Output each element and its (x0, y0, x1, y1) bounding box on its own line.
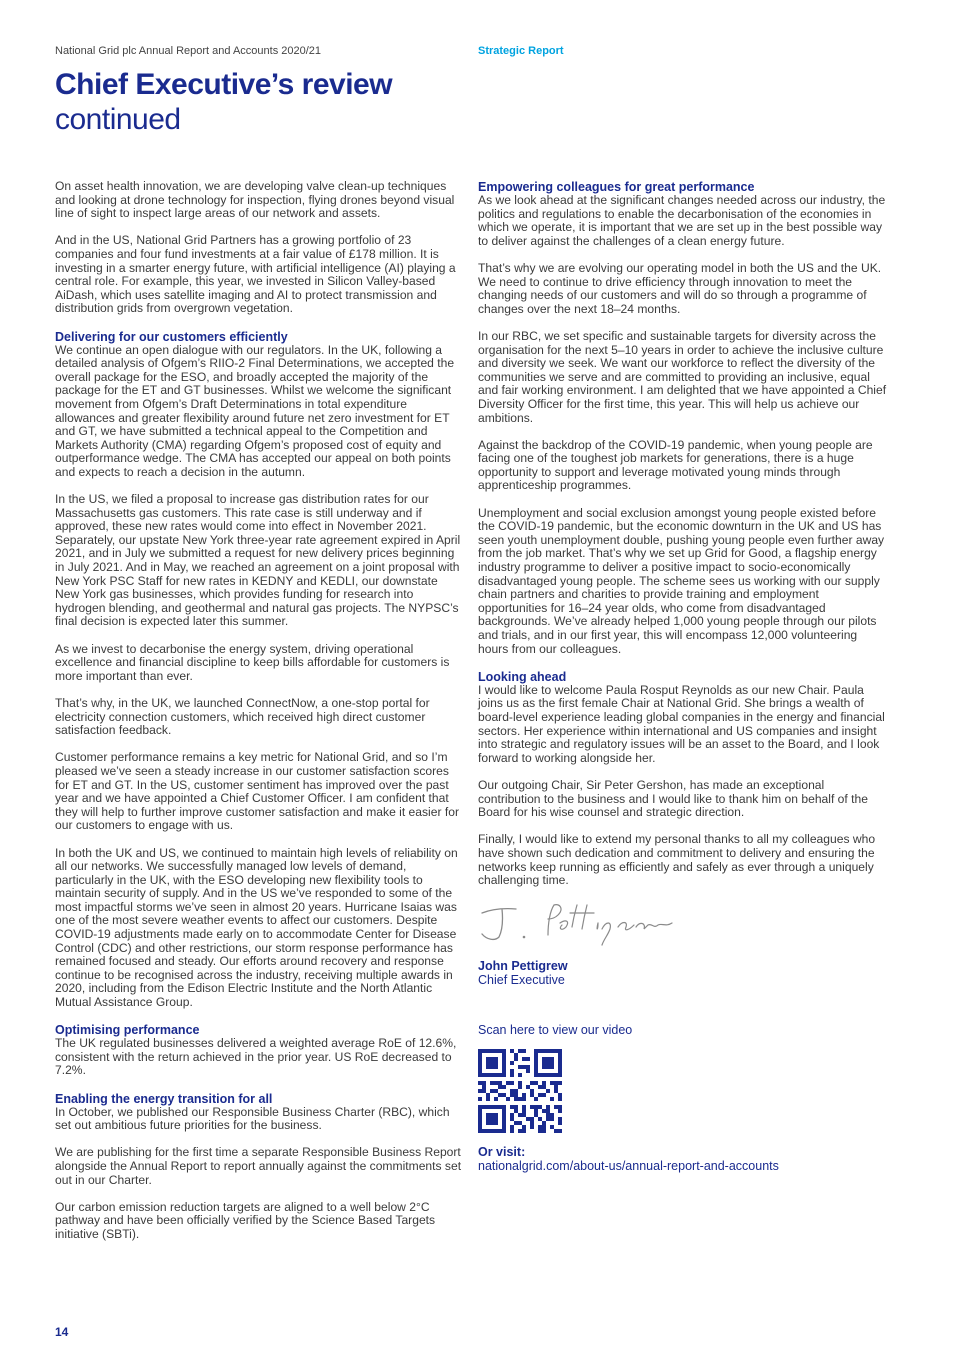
page-number: 14 (55, 1325, 69, 1339)
signatory-name: John Pettigrew (478, 959, 568, 974)
qr-code-icon[interactable] (478, 1049, 562, 1133)
signatory-role: Chief Executive (478, 973, 565, 988)
paragraph: In October, we published our Responsible Business Charter (RBC), which set out ambitious future priorities for the business. (55, 1104, 450, 1133)
section-heading: Delivering for our customers efficiently (55, 329, 288, 344)
section-label: Strategic Report (478, 45, 564, 57)
paragraph: And in the US, National Grid Partners has a growing portfolio of 23 companies and four fund investments at a fair value of £178 million. It is investing in a smarter energy future, with artificial intelligence (AI) playing a central role. For example, this year, we invested in Silicon Valley-based AiDash, which uses satellite imaging and AI to protect transmission and distribution grids from overgrown vegetation. (55, 233, 456, 316)
paragraph: In the US, we filed a proposal to increase gas distribution rates for our Massachusetts gas customers. This rate case is still underway and if approved, these new rates would come into effect in November 2021. Separately, our upstate New York three-year rate agreement expired in April 2021, and in July we submitted a request for new delivery prices beginning in July 2021. And in May, we reached an agreement on a joint proposal with New York PSC Staff for new rates in KEDNY and KEDLI, our downstate New York gas businesses, which provides funding for research into hydrogen blending, and geothermal and natural gas projects. The NYPSC’s final decision is expected later this summer. (55, 492, 461, 629)
paragraph: Against the backdrop of the COVID-19 pandemic, when young people are facing one of the toughest job markets for generations, there is a huge opportunity to support and leverage motivated young minds through apprenticeship programmes. (478, 437, 873, 493)
page-subtitle: continued (55, 103, 181, 136)
website-link[interactable]: nationalgrid.com/about-us/annual-report-and-accounts (478, 1159, 779, 1174)
paragraph: On asset health innovation, we are developing valve clean-up techniques and looking at drone technology for inspection, flying drones beyond visual line of sight to inspect large areas of our network and assets. (55, 179, 455, 221)
paragraph: That’s why, in the UK, we launched ConnectNow, a one-stop portal for electricity connection customers, which received high direct customer satisfaction feedback. (55, 695, 430, 738)
signature-image (478, 901, 678, 951)
paragraph: In our RBC, we set specific and sustainable targets for diversity across the organisation for the next 5–10 years in order to achieve the inclusive culture and diversity we seek. We want our workforce to reflect the diversity of the communities we serve and are committed to providing an inclusive, equal and fair working environment. I am delighted that we have appointed a Chief Diversity Officer for the first time, this year. This will help us achieve our ambitions. (478, 328, 887, 425)
paragraph: As we invest to decarbonise the energy system, driving operational excellence and financial discipline to keep bills affordable for customers is more important than ever. (55, 641, 450, 683)
paragraph: That’s why we are evolving our operating model in both the US and the UK. We need to continue to drive efficiency through innovation to meet the changing needs of our customers and will do so through a programme of changes over the next 18–24 months. (478, 260, 882, 316)
paragraph: We continue an open dialogue with our regulators. In the UK, following a detailed analysis of Ofgem’s RIIO-2 Final Determinations, we accepted the overall package for the ESO, and broadly accepted the majority of the package for the ET and GT businesses. Whilst we welcome the significant movement from Ofgem’s Draft Determinations in total expenditure allowances and greater flexibility around future net zero investment for ET and GT, we have submitted a technical appeal to the Competition and Markets Authority (CMA) regarding Ofgem’s proposed cost of equity and outperformance wedge. The CMA has accepted our appeal on both points and expects to reach a decision in the autumn. (55, 342, 455, 479)
left-column (55, 180, 463, 1255)
paragraph: Customer performance remains a key metric for National Grid, and so I’m pleased we’ve seen a steady increase in our customer satisfaction scores for ET and GT. In the US, customer sentiment has improved over the past year and we have appointed a Chief Customer Officer. I am confident that they will help to further improve customer satisfaction and make it easier for our customers to engage with us. (55, 750, 459, 833)
paragraph: Our outgoing Chair, Sir Peter Gershon, has made an exceptional contribution to the business and I would like to thank him on behalf of the Board for his wise counsel and strategic direction. (478, 777, 868, 820)
paragraph: I would like to welcome Paula Rosput Reynolds as our new Chair. Paula joins us as the first female Chair at National Grid. She brings a wealth of board-level experience leading global companies in the energy and financial sectors. Her experience within international and US companies and insight into strategic and regulatory issues will be an asset to the Board, and I look forward to working alongside her. (478, 682, 885, 765)
report-title: National Grid plc Annual Report and Accounts 2020/21 (55, 45, 322, 57)
visit-label: Or visit: (478, 1145, 526, 1160)
paragraph: Finally, I would like to extend my personal thanks to all my colleagues who have shown such dedication and commitment to delivery and ensuring the networks keep running as efficiently and safely as ever through a uniquely challenging time. (478, 832, 876, 888)
paragraph: Our carbon emission reduction targets are aligned to a well below 2°C pathway and have been officially verified by the Science Based Targets initiative (SBTi). (55, 1199, 436, 1241)
paragraph: Unemployment and social exclusion amongst young people existed before the COVID-19 pandemic, but the economic downturn in the UK and US has seen youth unemployment double, pushing young people even further away from the job market. That’s why we set up Grid for Good, a flagship energy industry programme to deliver a positive impact to socio-economically disadvantaged young people. The scheme sees us working with our supply chain partners and charities to provide training and employment opportunities for 16–24 year olds, who come from disadvantaged backgrounds. We’ve already helped 1,000 young people through our pilots and trials, and in our first year, this will encompass 12,000 volunteering hours from our colleagues. (478, 505, 885, 656)
page-title: Chief Executive’s review (55, 68, 393, 101)
paragraph: The UK regulated businesses delivered a weighted average RoE of 12.6%, consistent with the return achieved in the prior year. US RoE decreased to 7.2%. (55, 1036, 457, 1078)
section-heading: Looking ahead (478, 669, 567, 684)
paragraph: We are publishing for the first time a separate Responsible Business Report alongside the Annual Report to report annually against the commitments set out in our Charter. (55, 1145, 462, 1187)
section-heading: Enabling the energy transition for all (55, 1091, 273, 1106)
section-heading: Optimising performance (55, 1023, 200, 1038)
scan-video-link[interactable]: Scan here to view our video (478, 1023, 633, 1038)
paragraph: As we look ahead at the significant changes needed across our industry, the politics and regulations to enable the decarbonisation of the economies in which we operate, it is important that we are set up in the best possible way to deliver against the challenges of a clean energy future. (478, 193, 886, 248)
right-column (478, 180, 888, 1173)
section-heading: Empowering colleagues for great performance (478, 180, 755, 194)
paragraph: In both the UK and US, we continued to maintain high levels of reliability on all our networks. We successfully managed low levels of demand, particularly in the UK, with the ESO developing new flexibility tools to maintain security of supply. And in the US we’ve responded to some of the most impactful storms we’ve seen in almost 20 years. Hurricane Isaias was one of the most severe weather events to affect our customers. Despite COVID-19 adjustments made early on to accommodate Center for Disease Control (CDC) and other restrictions, our storm response performance has remained focused and steady. Our efforts around recovery and response continue to be recognised across the industry, receiving multiple awards in 2020, including from the Edison Electric Institute and the North Atlantic Mutual Assistance Group. (55, 845, 458, 1010)
